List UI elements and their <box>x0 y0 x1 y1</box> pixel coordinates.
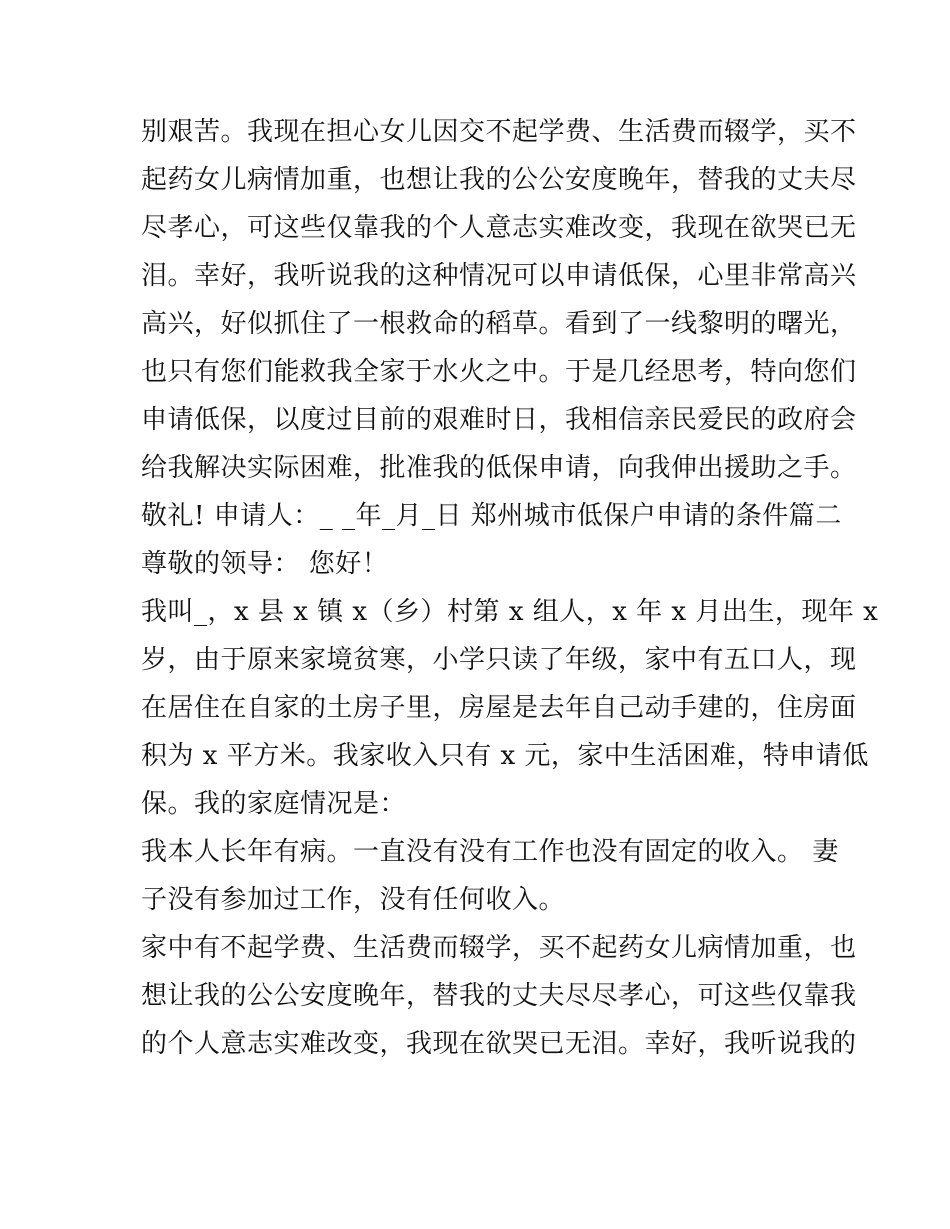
text-line: 给我解决实际困难，批准我的低保申请，向我伸出援助之手。 <box>141 453 857 483</box>
text-line: 泪。幸好，我听说我的这种情况可以申请低保，心里非常高兴 <box>141 261 857 291</box>
text-line: 也只有您们能救我全家于水火之中。于是几经思考，特向您们 <box>141 357 857 387</box>
text-line: 起药女儿病情加重，也想让我的公公安度晚年，替我的丈夫尽 <box>141 165 857 195</box>
text-line: 在居住在自家的土房子里，房屋是去年自己动手建的，住房面 <box>141 693 857 723</box>
document-body <box>141 108 879 1068</box>
text-line: 我叫_，x 县 x 镇 x（乡）村第 x 组人，x 年 x 月出生，现年 x <box>141 597 879 627</box>
text-line: 高兴，好似抓住了一根救命的稻草。看到了一线黎明的曙光， <box>141 309 857 339</box>
text-line: 子没有参加过工作，没有任何收入。 <box>141 885 566 915</box>
text-line: 敬礼! 申请人：_ _年_月_日 郑州城市低保户申请的条件篇二 <box>141 501 842 531</box>
text-line: 岁，由于原来家境贫寒，小学只读了年级，家中有五口人，现 <box>141 645 857 675</box>
text-line: 家中有不起学费、生活费而辍学，买不起药女儿病情加重，也 <box>141 933 857 963</box>
text-line: 申请低保，以度过目前的艰难时日，我相信亲民爱民的政府会 <box>141 405 857 435</box>
text-line: 积为 x 平方米。我家收入只有 x 元，家中生活困难，特申请低 <box>141 741 869 771</box>
text-line: 我本人长年有病。一直没有没有工作也没有固定的收入。 妻 <box>141 837 839 867</box>
text-line: 想让我的公公安度晚年，替我的丈夫尽尽孝心，可这些仅靠我 <box>141 981 857 1011</box>
text-line: 的个人意志实难改变，我现在欲哭已无泪。幸好，我听说我的 <box>141 1029 857 1059</box>
text-line: 别艰苦。我现在担心女儿因交不起学费、生活费而辍学，买不 <box>141 117 857 147</box>
text-line: 尽孝心，可这些仅靠我的个人意志实难改变，我现在欲哭已无 <box>141 213 857 243</box>
text-line: 保。我的家庭情况是： <box>141 789 407 819</box>
salutation-line: 尊敬的领导： 您好！ <box>141 549 389 579</box>
